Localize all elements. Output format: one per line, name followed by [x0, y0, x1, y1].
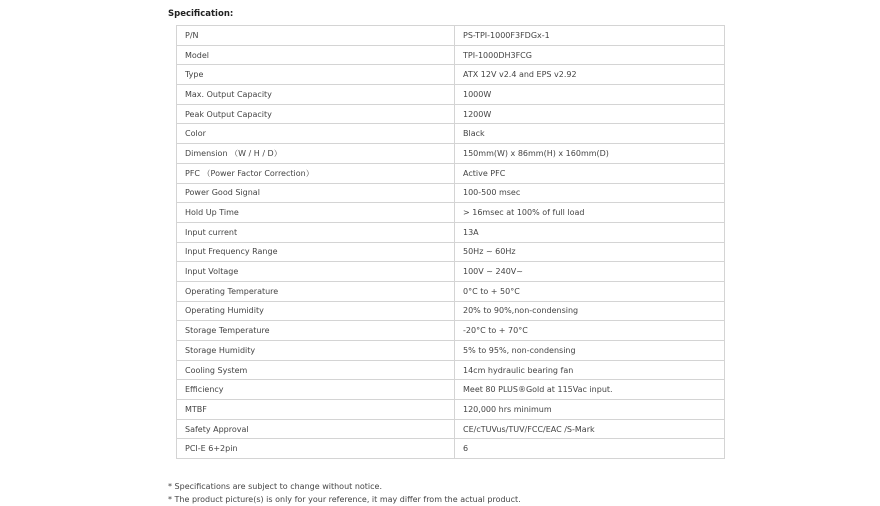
- spec-value: CE/cTUVus/TUV/FCC/EAC /S-Mark: [455, 419, 725, 439]
- spec-label: PFC （Power Factor Correction）: [177, 163, 455, 183]
- spec-row-model: [177, 45, 725, 65]
- spec-row-pfc: [177, 163, 725, 183]
- spec-label: Hold Up Time: [177, 203, 455, 223]
- spec-value: 100V ~ 240V~: [455, 262, 725, 282]
- spec-label: Power Good Signal: [177, 183, 455, 203]
- footnotes: [168, 481, 521, 506]
- footnote-picture-reference: * The product picture(s) is only for your reference, it may differ from the actual product.: [168, 494, 521, 504]
- spec-row-storage-humidity: [177, 341, 725, 361]
- spec-label: Input Frequency Range: [177, 242, 455, 262]
- spec-row-operating-humidity: [177, 301, 725, 321]
- spec-value: 5% to 95%, non-condensing: [455, 341, 725, 361]
- spec-row-cooling-system: [177, 360, 725, 380]
- spec-row-input-frequency: [177, 242, 725, 262]
- spec-label: Cooling System: [177, 360, 455, 380]
- spec-value: 14cm hydraulic bearing fan: [455, 360, 725, 380]
- spec-label: Storage Humidity: [177, 341, 455, 361]
- spec-value: -20°C to + 70°C: [455, 321, 725, 341]
- spec-value: PS-TPI-1000F3FDGx-1: [455, 26, 725, 46]
- spec-label: Max. Output Capacity: [177, 85, 455, 105]
- spec-row-efficiency: [177, 380, 725, 400]
- spec-row-mtbf: [177, 400, 725, 420]
- spec-label: Storage Temperature: [177, 321, 455, 341]
- spec-label: Type: [177, 65, 455, 85]
- spec-label: Operating Temperature: [177, 281, 455, 301]
- spec-label: Operating Humidity: [177, 301, 455, 321]
- spec-row-part-number: [177, 26, 725, 46]
- specification-table: [176, 25, 725, 459]
- section-heading: Specification:: [168, 9, 234, 19]
- spec-value: 100-500 msec: [455, 183, 725, 203]
- spec-value: 1000W: [455, 85, 725, 105]
- spec-value: TPI-1000DH3FCG: [455, 45, 725, 65]
- spec-row-color: [177, 124, 725, 144]
- spec-label: Peak Output Capacity: [177, 104, 455, 124]
- spec-label: Model: [177, 45, 455, 65]
- spec-row-power-good-signal: [177, 183, 725, 203]
- spec-row-dimension: [177, 144, 725, 164]
- spec-label: P/N: [177, 26, 455, 46]
- footnote-specifications-change: * Specifications are subject to change without notice.: [168, 482, 382, 491]
- spec-value: 13A: [455, 222, 725, 242]
- spec-label: Input current: [177, 222, 455, 242]
- specification-table-body: [177, 26, 725, 459]
- spec-value: 120,000 hrs minimum: [455, 400, 725, 420]
- spec-label: MTBF: [177, 400, 455, 420]
- spec-value: Active PFC: [455, 163, 725, 183]
- spec-label: Input Voltage: [177, 262, 455, 282]
- spec-label: Color: [177, 124, 455, 144]
- spec-row-hold-up-time: [177, 203, 725, 223]
- spec-row-type: [177, 65, 725, 85]
- spec-value: 6: [455, 439, 725, 459]
- spec-row-input-voltage: [177, 262, 725, 282]
- spec-label: Safety Approval: [177, 419, 455, 439]
- spec-row-peak-output: [177, 104, 725, 124]
- spec-row-max-output: [177, 85, 725, 105]
- spec-value: 20% to 90%,non-condensing: [455, 301, 725, 321]
- spec-row-safety-approval: [177, 419, 725, 439]
- spec-value: 50Hz ~ 60Hz: [455, 242, 725, 262]
- spec-row-storage-temperature: [177, 321, 725, 341]
- spec-value: Black: [455, 124, 725, 144]
- spec-label: Dimension （W / H / D）: [177, 144, 455, 164]
- spec-value: Meet 80 PLUS®Gold at 115Vac input.: [455, 380, 725, 400]
- spec-value: 1200W: [455, 104, 725, 124]
- spec-label: Efficiency: [177, 380, 455, 400]
- spec-label: PCI-E 6+2pin: [177, 439, 455, 459]
- spec-value: 0°C to + 50°C: [455, 281, 725, 301]
- spec-value: > 16msec at 100% of full load: [455, 203, 725, 223]
- spec-value: 150mm(W) x 86mm(H) x 160mm(D): [455, 144, 725, 164]
- spec-row-input-current: [177, 222, 725, 242]
- spec-row-pcie-connectors: [177, 439, 725, 459]
- spec-value: ATX 12V v2.4 and EPS v2.92: [455, 65, 725, 85]
- spec-row-operating-temperature: [177, 281, 725, 301]
